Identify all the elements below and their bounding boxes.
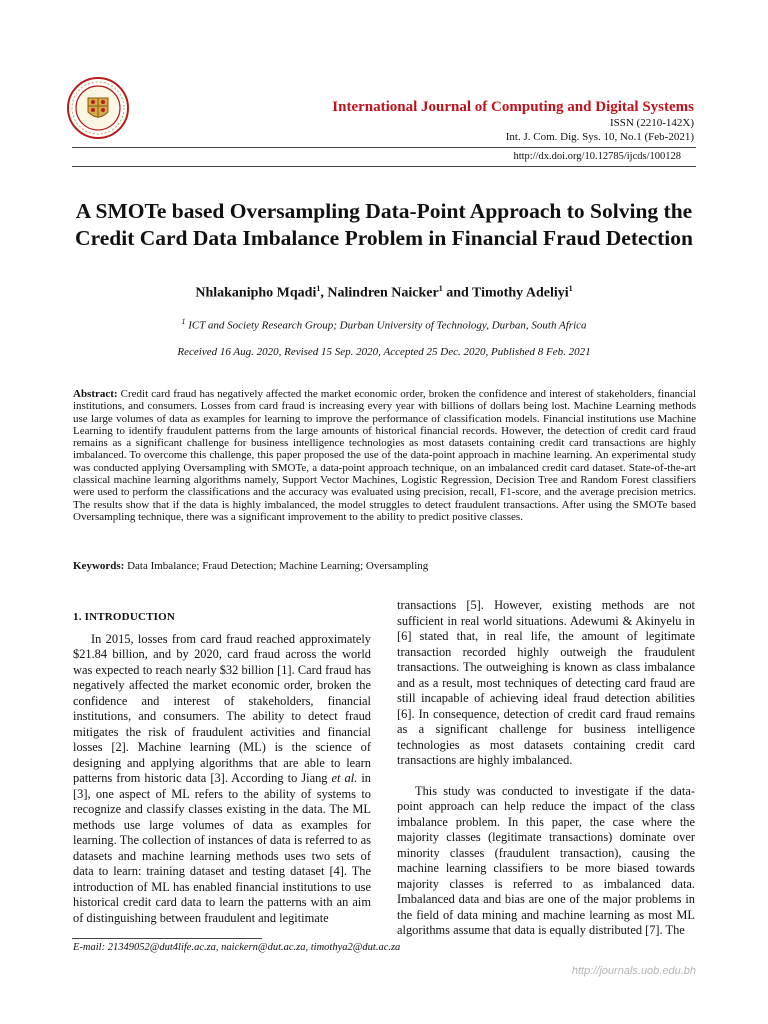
header-divider-bottom	[72, 166, 696, 167]
header-divider-top	[72, 147, 696, 148]
paragraph-spacer	[397, 769, 695, 784]
body-paragraph: transactions [5]. However, existing methods are not sufficient in real world situations. Adewumi & Akinyelu in [6] stated that, in real life, the amount of legitimate transaction recorded highly outweigh the fraudulent transactions. The outweighing is known as class imbalance and as a result, most techniques of detecting card fraud are still incapable of achieving ideal fraud detection abilities [6]. In consequence, detection of credit card fraud remains as a significant challenge for business intelligence technologies as most datasets containing credit card transactions are highly imbalanced.	[397, 598, 695, 767]
section-title: INTRODUCTION	[84, 611, 176, 623]
journal-header	[332, 99, 694, 144]
author-separator: ,	[320, 285, 328, 301]
keywords-text: Data Imbalance; Fraud Detection; Machine Learning; Oversampling	[124, 560, 429, 572]
publication-dates: Received 16 Aug. 2020, Revised 15 Sep. 2020, Accepted 25 Dec. 2020, Published 8 Feb. 2021	[177, 346, 591, 358]
author-name: Nalindren Naicker	[327, 285, 439, 301]
section-number: 1.	[73, 611, 85, 623]
citation: Int. J. Com. Dig. Sys. 10, No.1 (Feb-2021)	[505, 131, 694, 143]
affiliation-marker: 1	[438, 284, 443, 293]
university-seal-icon	[66, 76, 130, 140]
journal-name: International Journal of Computing and Digital Systems	[332, 99, 694, 115]
journal-url[interactable]: http://journals.uob.edu.bh	[571, 965, 696, 977]
author-list	[60, 284, 708, 302]
doi-link[interactable]: http://dx.doi.org/10.12785/ijcds/100128	[513, 151, 681, 162]
abstract-text: Credit card fraud has negatively affected the market economic order, broken the confidence and interest of stakeholders, financial institutions, and consumers. Losses from card fraud is increasing every year with billions of dollars being lost. Machine Learning methods use large volumes of data as examples for learning to improve the performance of classification models. Financial institutions use Machine Learning to identify fraudulent patterns from the large amounts of historical financial records. However, the detection of credit card fraud remains as a significant challenge for business intelligence technologies as most datasets containing credit card transactions are highly imbalanced. To overcome this challenge, this paper proposed the use of the data-point approach in machine learning. An experimental study was conducted applying Oversampling with SMOTe, a data-point approach technique, on an imbalanced credit card dataset. State-of-the-art classical machine learning algorithms namely, Support Vector Machines, Logistic Regression, Decision Tree and Random Forest classifiers were used to perform the classifications and the accuracy was evaluated using precision, recall, F1-score, and the average precision metrics. The results show that if the data is highly imbalanced, the model struggles to detect fraudulent transactions. After using the SMOTe based Oversampling technique, there was a significant improvement to the ability to predict positive classes.	[73, 388, 696, 523]
body-paragraph	[73, 632, 371, 927]
affiliation-text: ICT and Society Research Group; Durban University of Technology, Durban, South Africa	[185, 319, 587, 332]
footnote-divider	[72, 938, 262, 939]
affiliation-marker: 1	[181, 317, 186, 326]
author-emails: E-mail: 21349052@dut4life.ac.za, naickern@dut.ac.za, timothya2@dut.ac.za	[73, 942, 401, 953]
section-heading	[73, 610, 371, 626]
paper-title: A SMOTe based Oversampling Data-Point Approach to Solving the Credit Card Data Imbalance Problem in Financial Fraud Detection	[75, 199, 693, 250]
issn: ISSN (2210-142X)	[609, 117, 694, 129]
keywords	[73, 560, 696, 572]
paragraph-text: in [3], one aspect of ML refers to the ability of systems to recognize and classify classes existing in the data. The ML methods use large volumes of data as examples for learning. The collection of instances of data is referred to as datasets and machine learning methods uses two sets of data to learn: training dataset and testing dataset [4]. The introduction of ML has enabled financial institutions to use historical credit card data to learn the patterns with an aim of distinguishing between fraudulent and legitimate	[73, 771, 371, 925]
affiliation	[60, 317, 708, 332]
affiliation-marker: 1	[568, 284, 573, 293]
left-column	[73, 598, 371, 926]
italic-text: et al.	[331, 771, 358, 785]
author-name: Timothy Adeliyi	[472, 285, 569, 301]
abstract	[73, 388, 696, 523]
author-name: Nhlakanipho Mqadi	[195, 285, 317, 301]
affiliation-marker: 1	[316, 284, 321, 293]
paragraph-text: In 2015, losses from card fraud reached approximately $21.84 billion, and by 2020, card fraud across the world was expected to reach nearly $32 billion [1]. Card fraud has negatively affected the market economic order, broken the confidence and interest of stakeholders, financial institutions, and consumers. The ability to detect fraud mitigates the risk of fraudulent activities and financial losses [2]. Machine learning (ML) is the science of designing and applying algorithms that are able to learn patterns from historic data [3]. According to Jiang	[73, 631, 371, 785]
author-separator: and	[442, 285, 473, 301]
body-paragraph: This study was conducted to investigate if the data-point approach can help reduce the impact of the class imbalance problem. In this paper, the case where the majority classes (legitimate transactions) dominate over minority classes (fraudulent transaction), causing the machine learning classifiers to be more biased towards majority classes is referred to as imbalanced data. Imbalanced data and bias are one of the major problems in the field of data mining and machine learning as most ML algorithms assume that data is equally distributed [7]. The	[397, 783, 695, 937]
right-column	[397, 598, 695, 939]
keywords-label: Keywords:	[73, 560, 125, 572]
abstract-label: Abstract:	[73, 388, 118, 400]
